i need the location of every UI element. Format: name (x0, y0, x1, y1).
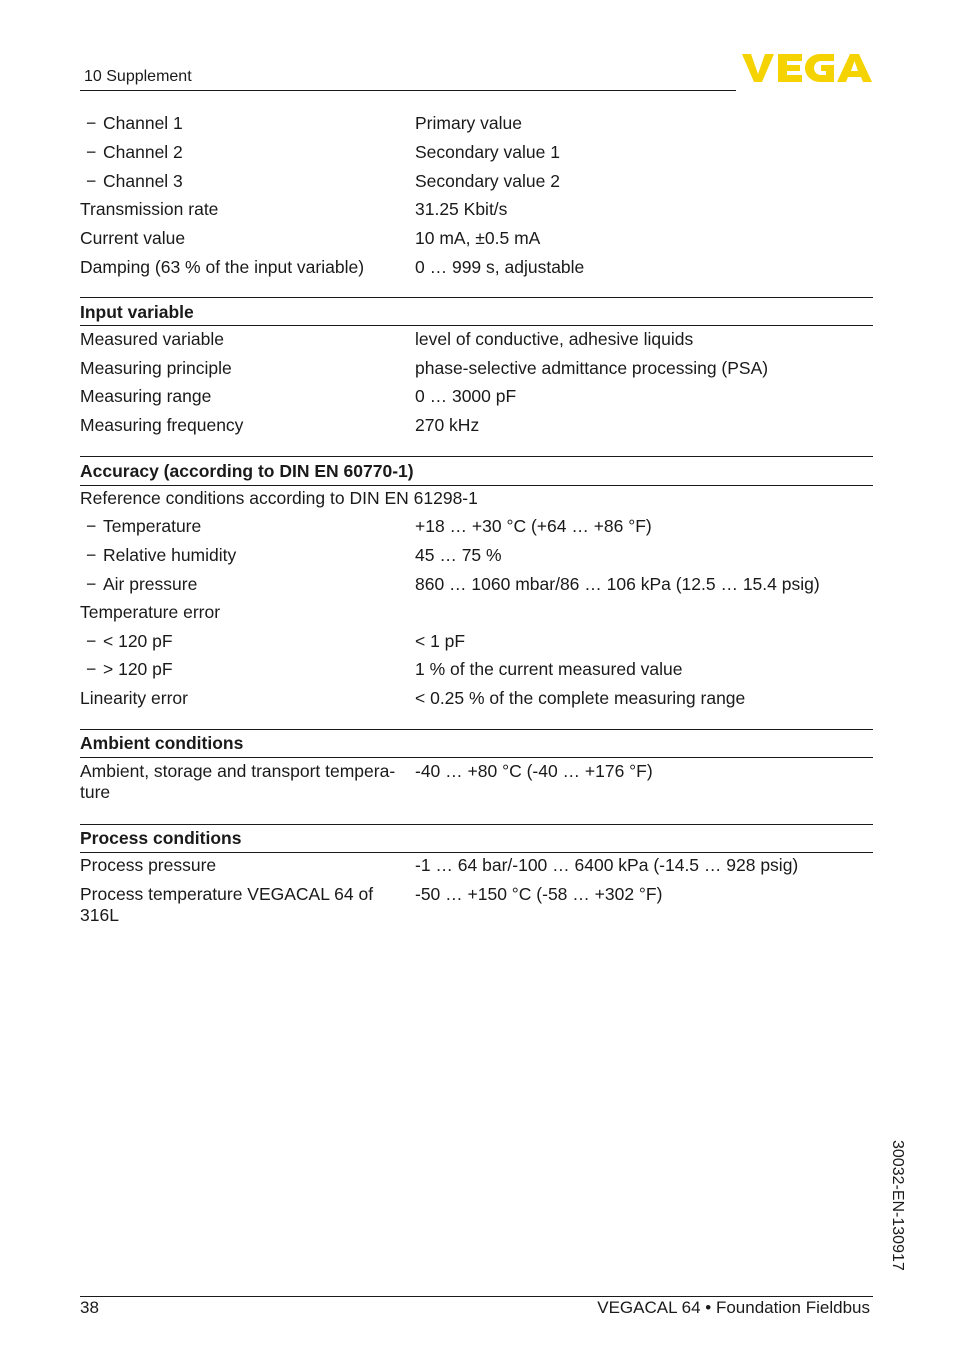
section-rule-top (80, 729, 873, 730)
spec-value: level of conductive, adhesive liquids (415, 329, 694, 349)
spec-label (86, 631, 414, 652)
dash-glyph: − (86, 574, 97, 594)
spec-label: Temperature error (80, 602, 221, 622)
spec-label-text: Temperature (103, 516, 202, 536)
spec-label-text: Channel 3 (103, 171, 183, 191)
spec-label: Ambient, storage and transport tempera- ture (80, 761, 396, 802)
spec-label: Process temperature VEGACAL 64 of 316L (80, 884, 374, 925)
spec-label-text: Channel 1 (103, 113, 183, 133)
dash-glyph: − (86, 659, 97, 679)
header-section-label: 10 Supplement (84, 68, 192, 85)
spec-label (86, 113, 414, 134)
document-code: 30032-EN-130917 (889, 1140, 906, 1271)
spec-value: -1 … 64 bar/-100 … 6400 kPa (-14.5 … 928 psig) (415, 855, 799, 875)
spec-label: Transmission rate (80, 199, 219, 219)
spec-label (86, 142, 414, 163)
spec-value: -40 … +80 °C (-40 … +176 °F) (415, 761, 653, 781)
spec-label: Measuring principle (80, 358, 232, 378)
spec-label: Linearity error (80, 688, 188, 708)
spec-label (86, 516, 414, 537)
spec-label: Current value (80, 228, 186, 248)
section-title-input-variable: Input variable (80, 302, 194, 322)
spec-value: Secondary value 2 (415, 171, 560, 191)
section-rule-top (80, 297, 873, 298)
spec-label: Process pressure (80, 855, 217, 875)
spec-label-text: Channel 2 (103, 142, 183, 162)
spec-value: 0 … 3000 pF (415, 386, 517, 406)
spec-label (86, 545, 414, 566)
spec-label-text: Air pressure (103, 574, 198, 594)
spec-value: 270 kHz (415, 415, 480, 435)
vega-logo (742, 52, 872, 84)
section-rule-bottom (80, 325, 873, 326)
spec-label (86, 659, 414, 680)
spec-value: < 1 pF (415, 631, 466, 651)
dash-glyph: − (86, 142, 97, 162)
spec-value: Secondary value 1 (415, 142, 560, 162)
dash-glyph: − (86, 113, 97, 133)
spec-label: Measuring frequency (80, 415, 244, 435)
spec-label: Reference conditions according to DIN EN 61298-1 (80, 488, 478, 508)
header-divider (80, 90, 736, 91)
dash-glyph: − (86, 631, 97, 651)
section-title-process-conditions: Process conditions (80, 828, 242, 848)
footer-divider (80, 1296, 873, 1297)
dash-glyph: − (86, 516, 97, 536)
section-rule-top (80, 824, 873, 825)
spec-value: 860 … 1060 mbar/86 … 106 kPa (12.5 … 15.4 psig) (415, 574, 820, 594)
spec-value: 31.25 Kbit/s (415, 199, 508, 219)
spec-label (86, 574, 414, 595)
spec-value: 45 … 75 % (415, 545, 502, 565)
dash-glyph: − (86, 171, 97, 191)
spec-label: Damping (63 % of the input variable) (80, 257, 365, 277)
spec-value: phase-selective admittance processing (PSA) (415, 358, 769, 378)
section-rule-top (80, 456, 873, 457)
spec-value: 1 % of the current measured value (415, 659, 683, 679)
spec-label-text: < 120 pF (103, 631, 173, 651)
page-number: 38 (80, 1298, 99, 1317)
section-title-ambient-conditions: Ambient conditions (80, 733, 244, 753)
spec-value: -50 … +150 °C (-58 … +302 °F) (415, 884, 663, 904)
spec-value: +18 … +30 °C (+64 … +86 °F) (415, 516, 652, 536)
section-title-accuracy: Accuracy (according to DIN EN 60770-1) (80, 461, 414, 481)
spec-label (86, 171, 414, 192)
dash-glyph: − (86, 545, 97, 565)
spec-label: Measured variable (80, 329, 224, 349)
spec-value: Primary value (415, 113, 522, 133)
section-rule-bottom (80, 852, 873, 853)
footer-title: VEGACAL 64 • Foundation Fieldbus (597, 1298, 870, 1317)
spec-label-text: > 120 pF (103, 659, 173, 679)
spec-value: < 0.25 % of the complete measuring range (415, 688, 746, 708)
spec-value: 10 mA, ±0.5 mA (415, 228, 541, 248)
spec-label: Measuring range (80, 386, 212, 406)
spec-value: 0 … 999 s, adjustable (415, 257, 585, 277)
section-rule-bottom (80, 757, 873, 758)
spec-label-text: Relative humidity (103, 545, 237, 565)
section-rule-bottom (80, 485, 873, 486)
